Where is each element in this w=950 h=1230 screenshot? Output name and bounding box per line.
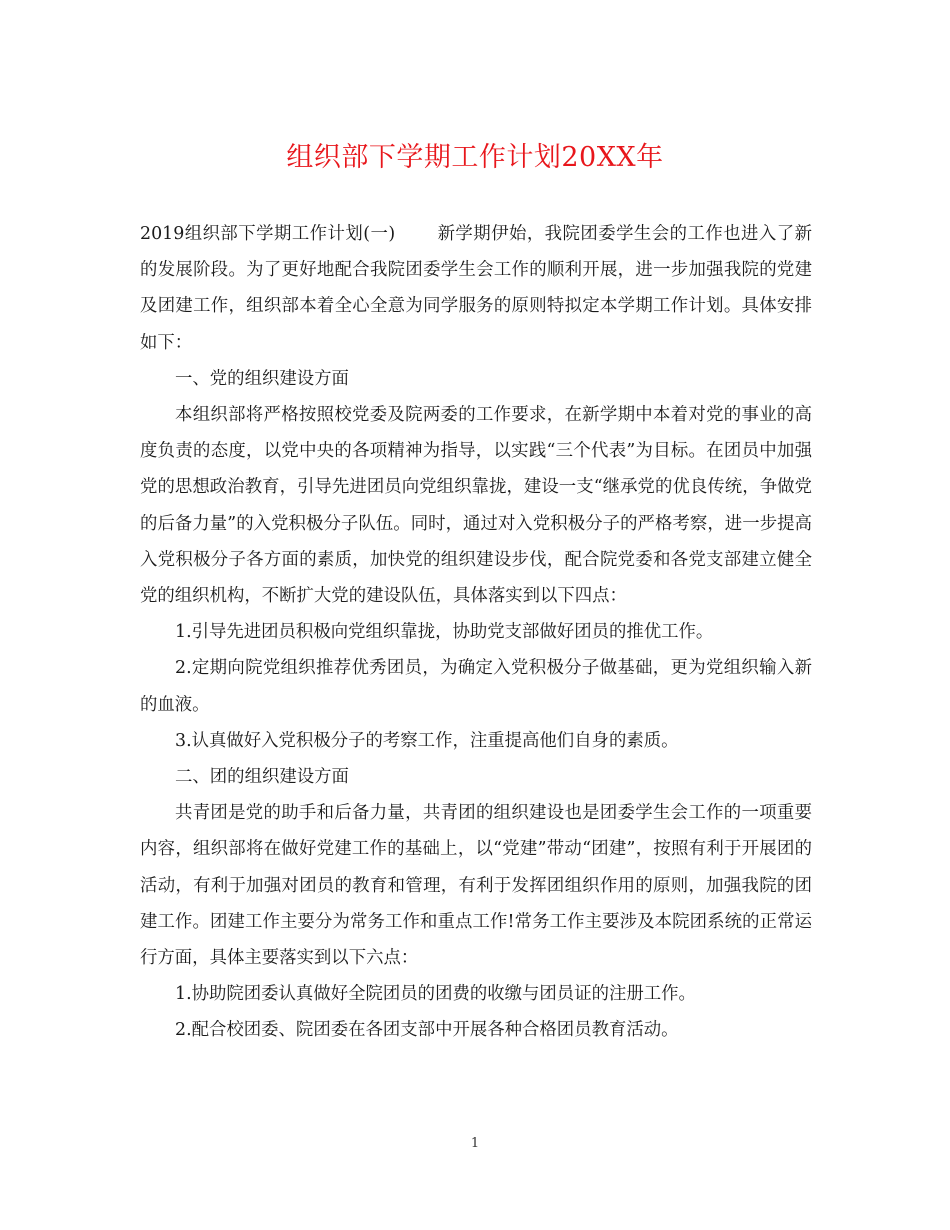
section2-heading: 二、团的组织建设方面 bbox=[175, 767, 349, 788]
document-title: 组织部下学期工作计划20XX年 bbox=[286, 142, 664, 173]
document-body bbox=[140, 216, 812, 1049]
intro-heading: 2019组织部下学期工作计划(一) bbox=[140, 224, 396, 244]
section1-paragraph: 本组织部将严格按照校党委及院两委的工作要求，在新学期中本着对党的事业的高度负责的态度，以党中央的各项精神为指导，以实践“三个代表”为目标。在团员中加强党的思想政治教育，引导先进团员向党组织靠拢，建设一支“继承党的优良传统，争做党的后备力量”的入党积极分子队伍。同时，通过对入党积极分子的严格考察，进一步提高入党积极分子各方面的素质，加快党的组织建设步伐，配合院党委和各党支部建立健全党的组织机构，不断扩大党的建设队伍，具体落实到以下四点： bbox=[140, 405, 812, 607]
page-number: 1 bbox=[470, 1136, 480, 1151]
section2-item-1: 1.协助院团委认真做好全院团员的团费的收缴与团员证的注册工作。 bbox=[175, 984, 696, 1005]
section1-item-3: 3.认真做好入党积极分子的考察工作，注重提高他们自身的素质。 bbox=[175, 730, 679, 751]
section1-heading: 一、党的组织建设方面 bbox=[175, 368, 349, 389]
intro-text: 新学期伊始，我院团委学生会的工作也进入了新的发展阶段。为了更好地配合我院团委学生会工作的顺利开展，进一步加强我院的党建及团建工作，组织部本着全心全意为同学服务的原则特拟定本学期工作计划。具体安排如下： bbox=[140, 224, 812, 353]
intro-paragraph bbox=[140, 216, 812, 361]
section2-item-2: 2.配合校团委、院团委在各团支部中开展各种合格团员教育活动。 bbox=[175, 1020, 679, 1041]
section1-item-1: 1.引导先进团员积极向党组织靠拢，协助党支部做好团员的推优工作。 bbox=[175, 622, 714, 643]
section2-paragraph: 共青团是党的助手和后备力量，共青团的组织建设也是团委学生会工作的一项重要内容，组织部将在做好党建工作的基础上，以“党建”带动“团建”，按照有利于开展团的活动，有利于加强对团员的教育和管理，有利于发挥团组织作用的原则，加强我院的团建工作。团建工作主要分为常务工作和重点工作!常务工作主要涉及本院团系统的正常运行方面，具体主要落实到以下六点： bbox=[140, 803, 812, 969]
section1-item-2: 2.定期向院党组织推荐优秀团员，为确定入党积极分子做基础，更为党组织输入新的血液。 bbox=[140, 658, 812, 715]
